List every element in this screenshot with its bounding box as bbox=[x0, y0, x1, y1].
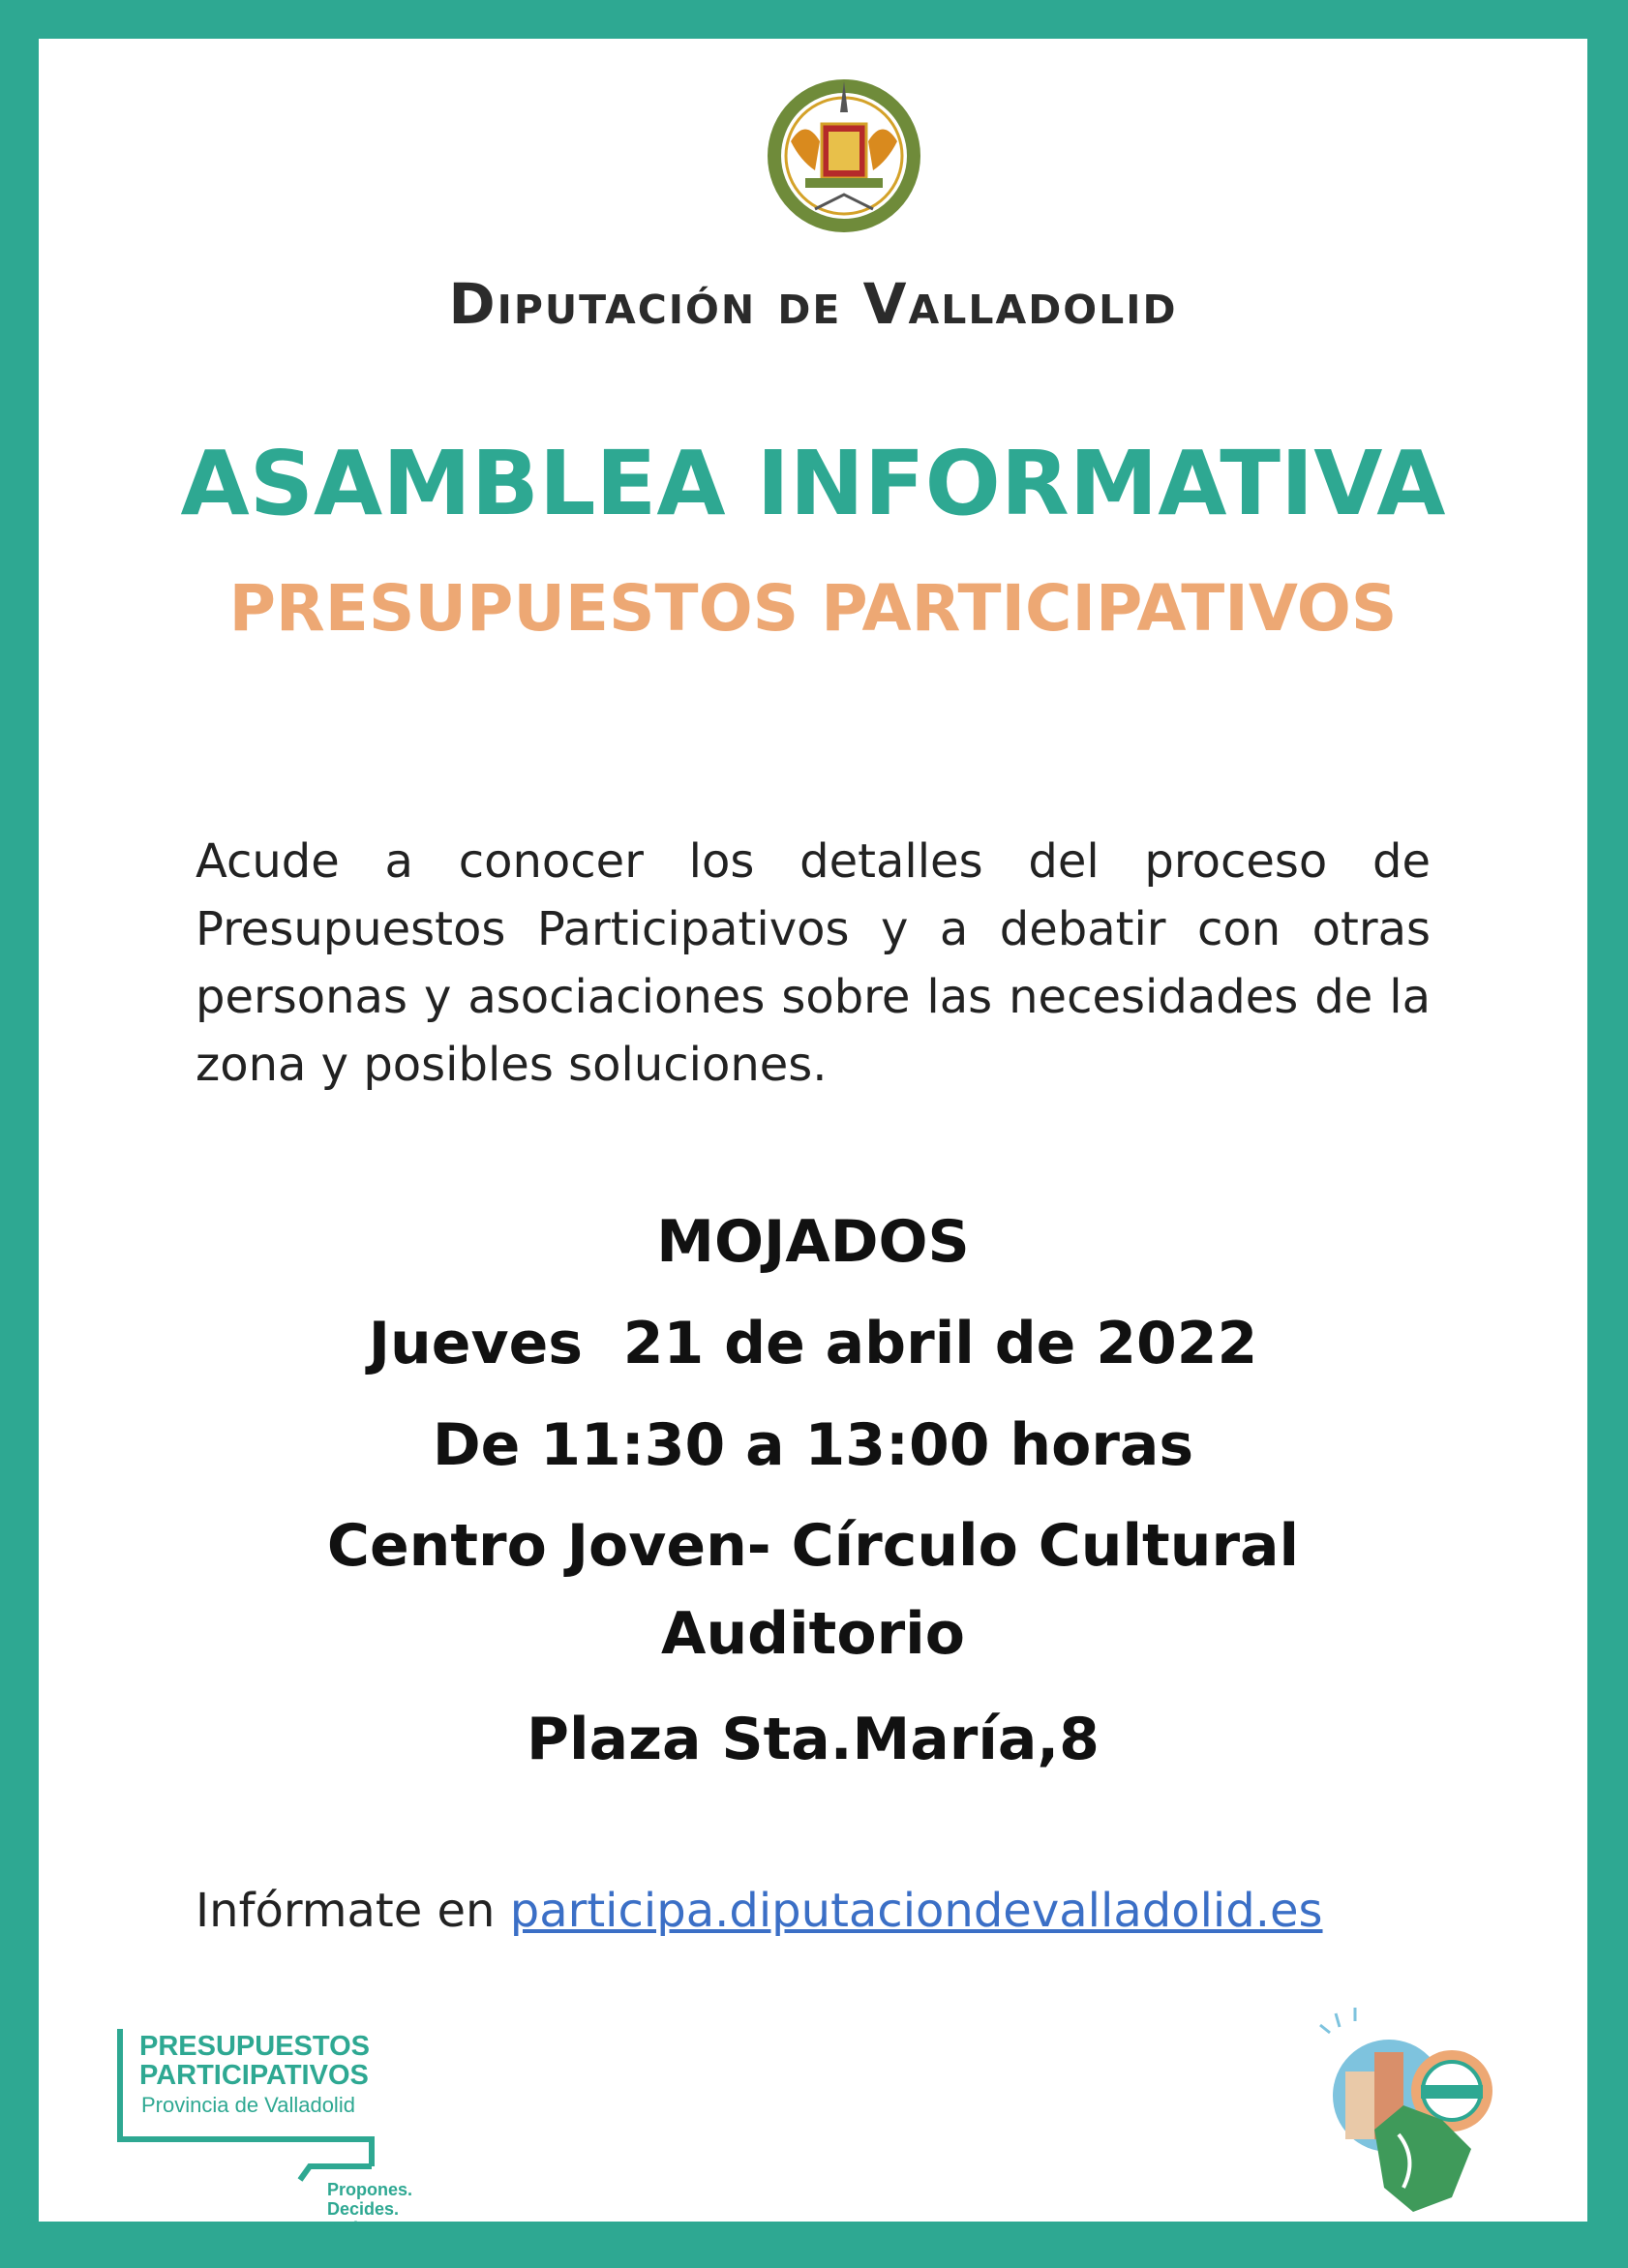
event-place: Centro Joven- Círculo Cultural bbox=[326, 1512, 1300, 1580]
participa-map-icon bbox=[1307, 2004, 1520, 2217]
event-date: Jueves 21 de abril de 2022 bbox=[368, 1310, 1258, 1377]
info-link[interactable]: participa.diputaciondevalladolid.es bbox=[509, 1884, 1323, 1938]
info-line bbox=[196, 1884, 1323, 1938]
page-subtitle: PRESUPUESTOS PARTICIPATIVOS bbox=[228, 571, 1398, 646]
org-name: Diputación de Valladolid bbox=[448, 271, 1178, 337]
logo-tagline bbox=[327, 2180, 412, 2238]
description-text: Acude a conocer los detalles del proceso de Presupuestos Participativos y a debatir con otras personas y asociaciones sobre las necesidades de la zona y posibles soluciones. bbox=[196, 834, 1431, 1092]
tagline-2: Decides. bbox=[327, 2199, 400, 2219]
poster-page bbox=[39, 39, 1587, 2238]
info-prefix: Infórmate en bbox=[196, 1884, 510, 1938]
logo-line2: PARTICIPATIVOS bbox=[139, 2060, 369, 2091]
logo-line3: Provincia de Valladolid bbox=[141, 2093, 355, 2117]
event-town: MOJADOS bbox=[656, 1208, 970, 1276]
event-address: Plaza Sta.María,8 bbox=[527, 1706, 1100, 1773]
tagline-3: Se hace. bbox=[327, 2219, 399, 2238]
page-title: ASAMBLEA INFORMATIVA bbox=[180, 432, 1446, 535]
tagline-1: Propones. bbox=[327, 2180, 413, 2199]
coat-of-arms-icon bbox=[757, 74, 931, 238]
presupuestos-participativos-logo bbox=[116, 2025, 426, 2248]
event-room: Auditorio bbox=[661, 1600, 965, 1668]
event-time: De 11:30 a 13:00 horas bbox=[432, 1411, 1194, 1479]
logo-line1: PRESUPUESTOS bbox=[139, 2031, 370, 2062]
